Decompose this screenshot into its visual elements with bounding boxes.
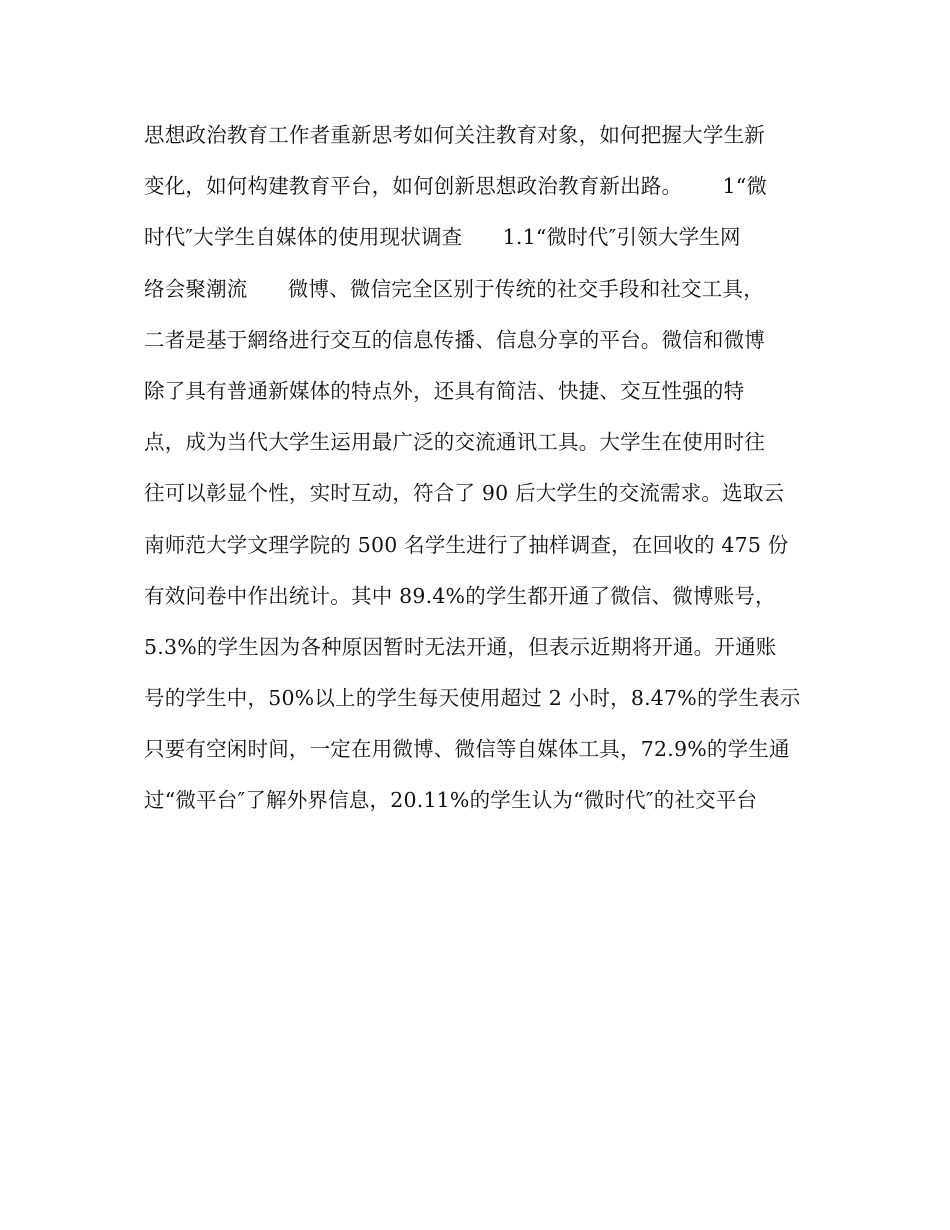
text-line: 5.3%的学生因为各种原因暂时无法开通，但表示近期将开通。开通账 <box>144 634 777 659</box>
text-line: 时代″大学生自媒体的使用现状调查 1.1“微时代″引领大学生网 <box>144 225 741 250</box>
text-line: 二者是基于網络进行交互的信息传播、信息分享的平台。微信和微博 <box>144 327 765 352</box>
text-line: 点，成为当代大学生运用最广泛的交流通讯工具。大学生在使用时往 <box>144 430 765 455</box>
text-line: 过“微平台″了解外界信息，20.11%的学生认为“微时代″的社交平台 <box>144 788 758 813</box>
text-line: 只要有空闲时间，一定在用微博、微信等自媒体工具，72.9%的学生通 <box>144 737 790 762</box>
text-line: 除了具有普通新媒体的特点外，还具有简洁、快捷、交互性强的特 <box>144 378 745 403</box>
text-line: 号的学生中，50%以上的学生每天使用超过 2 小时，8.47%的学生表示 <box>144 686 801 711</box>
text-line: 南师范大学文理学院的 500 名学生进行了抽样调查，在回收的 475 份 <box>144 532 789 557</box>
text-line: 变化，如何构建教育平台，如何创新思想政治教育新出路。 1“微 <box>144 174 768 199</box>
text-line: 络会聚潮流 微博、微信完全区别于传统的社交手段和社交工具， <box>144 276 764 301</box>
text-line: 往可以彰显个性，实时互动，符合了 90 后大学生的交流需求。选取云 <box>144 481 785 506</box>
body-text <box>144 117 824 834</box>
text-line: 有效问卷中作出统计。其中 89.4%的学生都开通了微信、微博账号， <box>144 583 776 608</box>
text-line: 思想政治教育工作者重新思考如何关注教育对象，如何把握大学生新 <box>144 123 765 147</box>
